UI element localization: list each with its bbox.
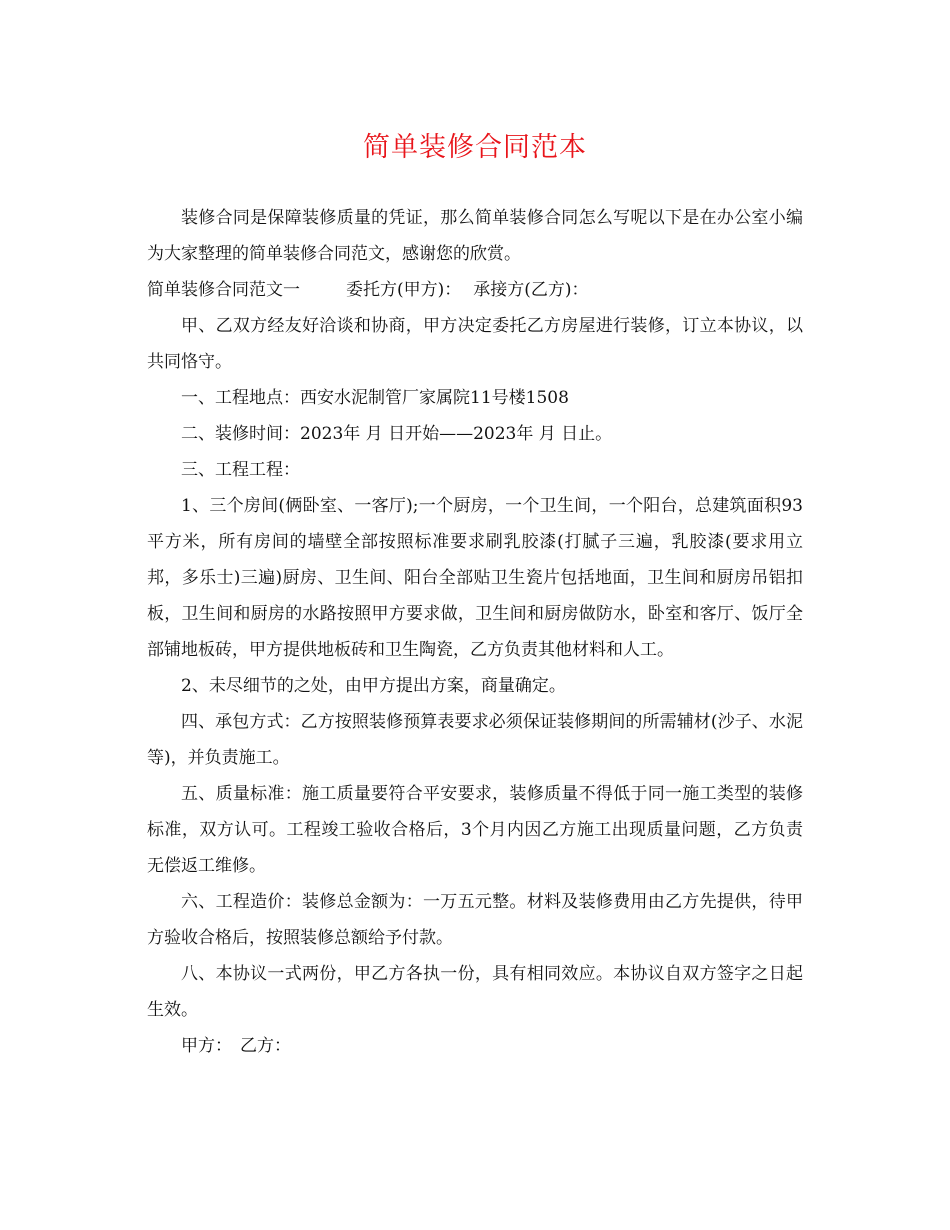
intro-paragraph: 装修合同是保障装修质量的凭证，那么简单装修合同怎么写呢以下是在办公室小编为大家整理的简单装修合同范文，感谢您的欣赏。: [147, 208, 803, 264]
document-title: 简单装修合同范本: [363, 132, 587, 163]
party-b-heading: 承接方(乙方)：: [473, 280, 589, 300]
item-2: 2、未尽细节的之处，由甲方提出方案，商量确定。: [181, 676, 566, 696]
signature-line: [147, 1028, 803, 1064]
preamble-paragraph: 甲、乙双方经友好洽谈和协商，甲方决定委托乙方房屋进行装修，订立本协议，以共同恪守。: [147, 316, 803, 372]
item-1: 1、三个房间(俩卧室、一客厅);一个厨房，一个卫生间，一个阳台，总建筑面积93平方米，所有房间的墙壁全部按照标准要求刷乳胶漆(打腻子三遍，乳胶漆(要求用立邦，多乐士)三遍)厨房、卫生间、阳台全部贴卫生瓷片包括地面，卫生间和厨房吊铝扣板，卫生间和厨房的水路按照甲方要求做，卫生间和厨房做防水，卧室和客厅、饭厅全部铺地板砖，甲方提供地板砖和卫生陶瓷，乙方负责其他材料和人工。: [147, 496, 803, 660]
clause-4: 四、承包方式：乙方按照装修预算表要求必须保证装修期间的所需辅材(沙子、水泥等)，并负责施工。: [147, 712, 803, 768]
signature-party-a: 甲方：: [181, 1036, 232, 1056]
heading-label: 简单装修合同范文一: [147, 280, 300, 300]
heading-line: [147, 272, 803, 308]
clause-5: 五、质量标准：施工质量要符合平安要求，装修质量不得低于同一施工类型的装修标准，双方认可。工程竣工验收合格后，3个月内因乙方施工出现质量问题，乙方负责无偿返工维修。: [147, 784, 803, 876]
clause-8: 八、本协议一式两份，甲乙方各执一份，具有相同效应。本协议自双方签字之日起生效。: [147, 964, 803, 1020]
clause-1: 一、工程地点：西安水泥制管厂家属院11号楼1508: [181, 388, 569, 408]
clause-2: 二、装修时间：2023年 月 日开始——2023年 月 日止。: [181, 424, 613, 444]
party-a-heading: 委托方(甲方)：: [346, 280, 462, 300]
clause-6: 六、工程造价：装修总金额为：一万五元整。材料及装修费用由乙方先提供，待甲方验收合格后，按照装修总额给予付款。: [147, 892, 803, 948]
signature-party-b: 乙方：: [240, 1036, 291, 1056]
clause-3: 三、工程工程：: [181, 460, 300, 480]
document-body: [147, 200, 803, 1064]
